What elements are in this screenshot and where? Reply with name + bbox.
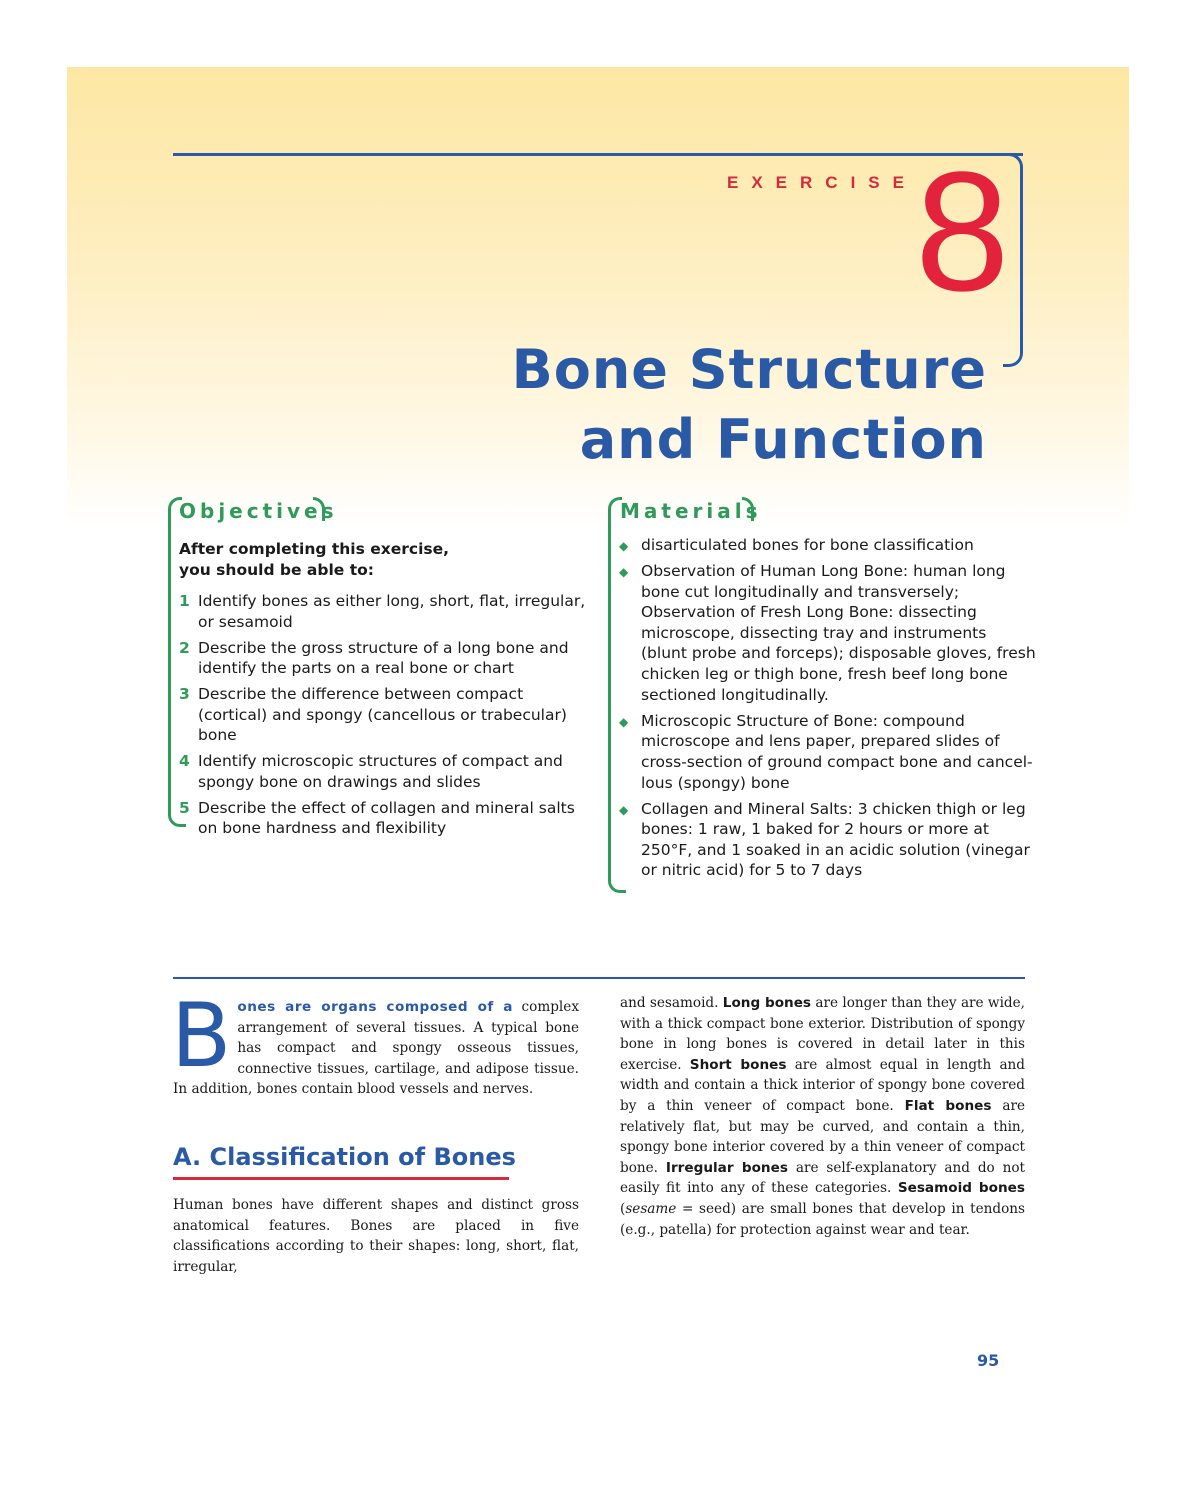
term-flat-bones: Flat bones	[904, 1097, 992, 1114]
objective-number: 2	[179, 638, 190, 657]
term-irregular-bones: Irregular bones	[665, 1159, 788, 1176]
body-text: = seed) are small bones that develop in tendons (e.g., patella) for protection against wear and tear.	[620, 1200, 1025, 1238]
materials-list	[619, 535, 1037, 887]
objective-item	[179, 684, 589, 746]
section-divider	[173, 977, 1025, 979]
objectives-heading: Objectives	[179, 499, 338, 523]
body-text: (	[620, 1200, 626, 1217]
intro-paragraph	[171, 984, 579, 1100]
exercise-number: 8	[915, 137, 1010, 327]
material-text: Microscopic Structure of Bone: compound microscope and lens paper, prepared slides of cross-section of ground compact bone and cancel-lous (spongy) bone	[641, 711, 1033, 792]
objectives-intro-line-2: you should be able to:	[179, 561, 374, 579]
objective-item	[179, 638, 589, 679]
objective-text: Identify bones as either long, short, flat, irregular, or sesamoid	[198, 592, 586, 631]
objective-text: Describe the gross structure of a long bone and identify the parts on a real bone or chart	[198, 638, 569, 677]
objective-text: Describe the difference between compact (cortical) and spongy (cancellous or trabecular) bone	[198, 685, 567, 744]
header-rule-side	[1020, 175, 1023, 345]
drop-cap: B	[171, 984, 232, 1087]
term-sesame: sesame	[625, 1200, 677, 1217]
bullet-icon: ◆	[619, 802, 629, 817]
body-text: and sesamoid.	[620, 995, 719, 1011]
body-text: are longer than they are wide, with a thick compact bone exterior. Distribution of spongy bone in long bones is covered in detail later in this exercise.	[620, 995, 1025, 1073]
objective-item	[179, 798, 589, 839]
body-text: are self-explanatory and do not easily fit into any of these categories.	[620, 1159, 1026, 1197]
material-item	[619, 535, 1037, 556]
body-text: are relatively flat, but may be curved, and contain a thin, spongy bone interior covered by a thin veneer of compact bone.	[620, 1097, 1025, 1176]
bullet-icon: ◆	[619, 565, 629, 580]
section-heading: A. Classification of Bones	[173, 1143, 516, 1171]
bullet-icon: ◆	[619, 539, 629, 553]
objectives-bracket-side	[168, 519, 171, 809]
term-sesamoid-bones: Sesamoid bones	[897, 1180, 1025, 1197]
material-text: Collagen and Mineral Salts: 3 chicken thigh or leg bones: 1 raw, 1 baked for 2 hours or more at 250°F, and 1 soaked in an acidic solution (vinegar or nitric acid) for 5 to 7 days	[641, 799, 1030, 880]
exercise-label: EXERCISE	[727, 173, 917, 192]
header-rule	[173, 153, 1023, 156]
objectives-list	[179, 591, 589, 844]
section-heading-underline	[173, 1177, 509, 1180]
page-title	[512, 335, 987, 475]
title-line-2: and Function	[579, 408, 987, 471]
objective-number: 5	[179, 798, 190, 817]
objective-item	[179, 591, 589, 632]
objective-text: Describe the effect of collagen and mineral salts on bone hardness and flexibility	[198, 798, 575, 837]
title-line-1: Bone Structure	[511, 338, 987, 401]
materials-heading: Materials	[620, 499, 762, 523]
intro-lead: ones are organs composed of a	[237, 999, 513, 1015]
intro-text: complex arrangement of several tissues. A typical bone has compact and spongy osseous tissues, connective tissues, cartilage, and adipose tissue. In addition, bones contain blood vessels and nerves.	[173, 999, 579, 1098]
material-item	[619, 561, 1037, 705]
objective-number: 1	[179, 592, 190, 610]
page	[67, 67, 1129, 1447]
bullet-icon: ◆	[619, 714, 629, 729]
materials-bracket-side	[608, 519, 611, 875]
objective-item	[179, 751, 589, 792]
section-paragraph: Human bones have different shapes and distinct gross anatomical features. Bones are placed in five classifications according to their shapes: long, short, flat, irregular,	[173, 1197, 579, 1275]
objective-number: 3	[179, 685, 190, 703]
classification-paragraph	[620, 993, 1025, 1240]
objective-number: 4	[179, 752, 190, 770]
material-item	[619, 799, 1037, 881]
objectives-intro	[179, 539, 449, 581]
term-long-bones: Long bones	[722, 995, 812, 1011]
material-text: Observation of Human Long Bone: human long bone cut longitudinally and transversely; Observation of Fresh Long Bone: dissecting microscope, dissecting tray and instruments (blunt probe and forceps); disposable gloves, fresh chicken leg or thigh bone, fresh beef long bone sectioned longitudinally.	[641, 562, 1036, 704]
page-number: 95	[977, 1351, 1000, 1370]
objective-text: Identify microscopic structures of compact and spongy bone on drawings and slides	[198, 752, 563, 791]
material-item	[619, 711, 1037, 793]
body-text: are almost equal in length and width and contain a thick interior of spongy bone covered by a thin veneer of compact bone.	[620, 1056, 1026, 1114]
material-text: disarticulated bones for bone classification	[641, 536, 974, 554]
term-short-bones: Short bones	[689, 1056, 787, 1073]
objectives-intro-line-1: After completing this exercise,	[179, 540, 450, 558]
